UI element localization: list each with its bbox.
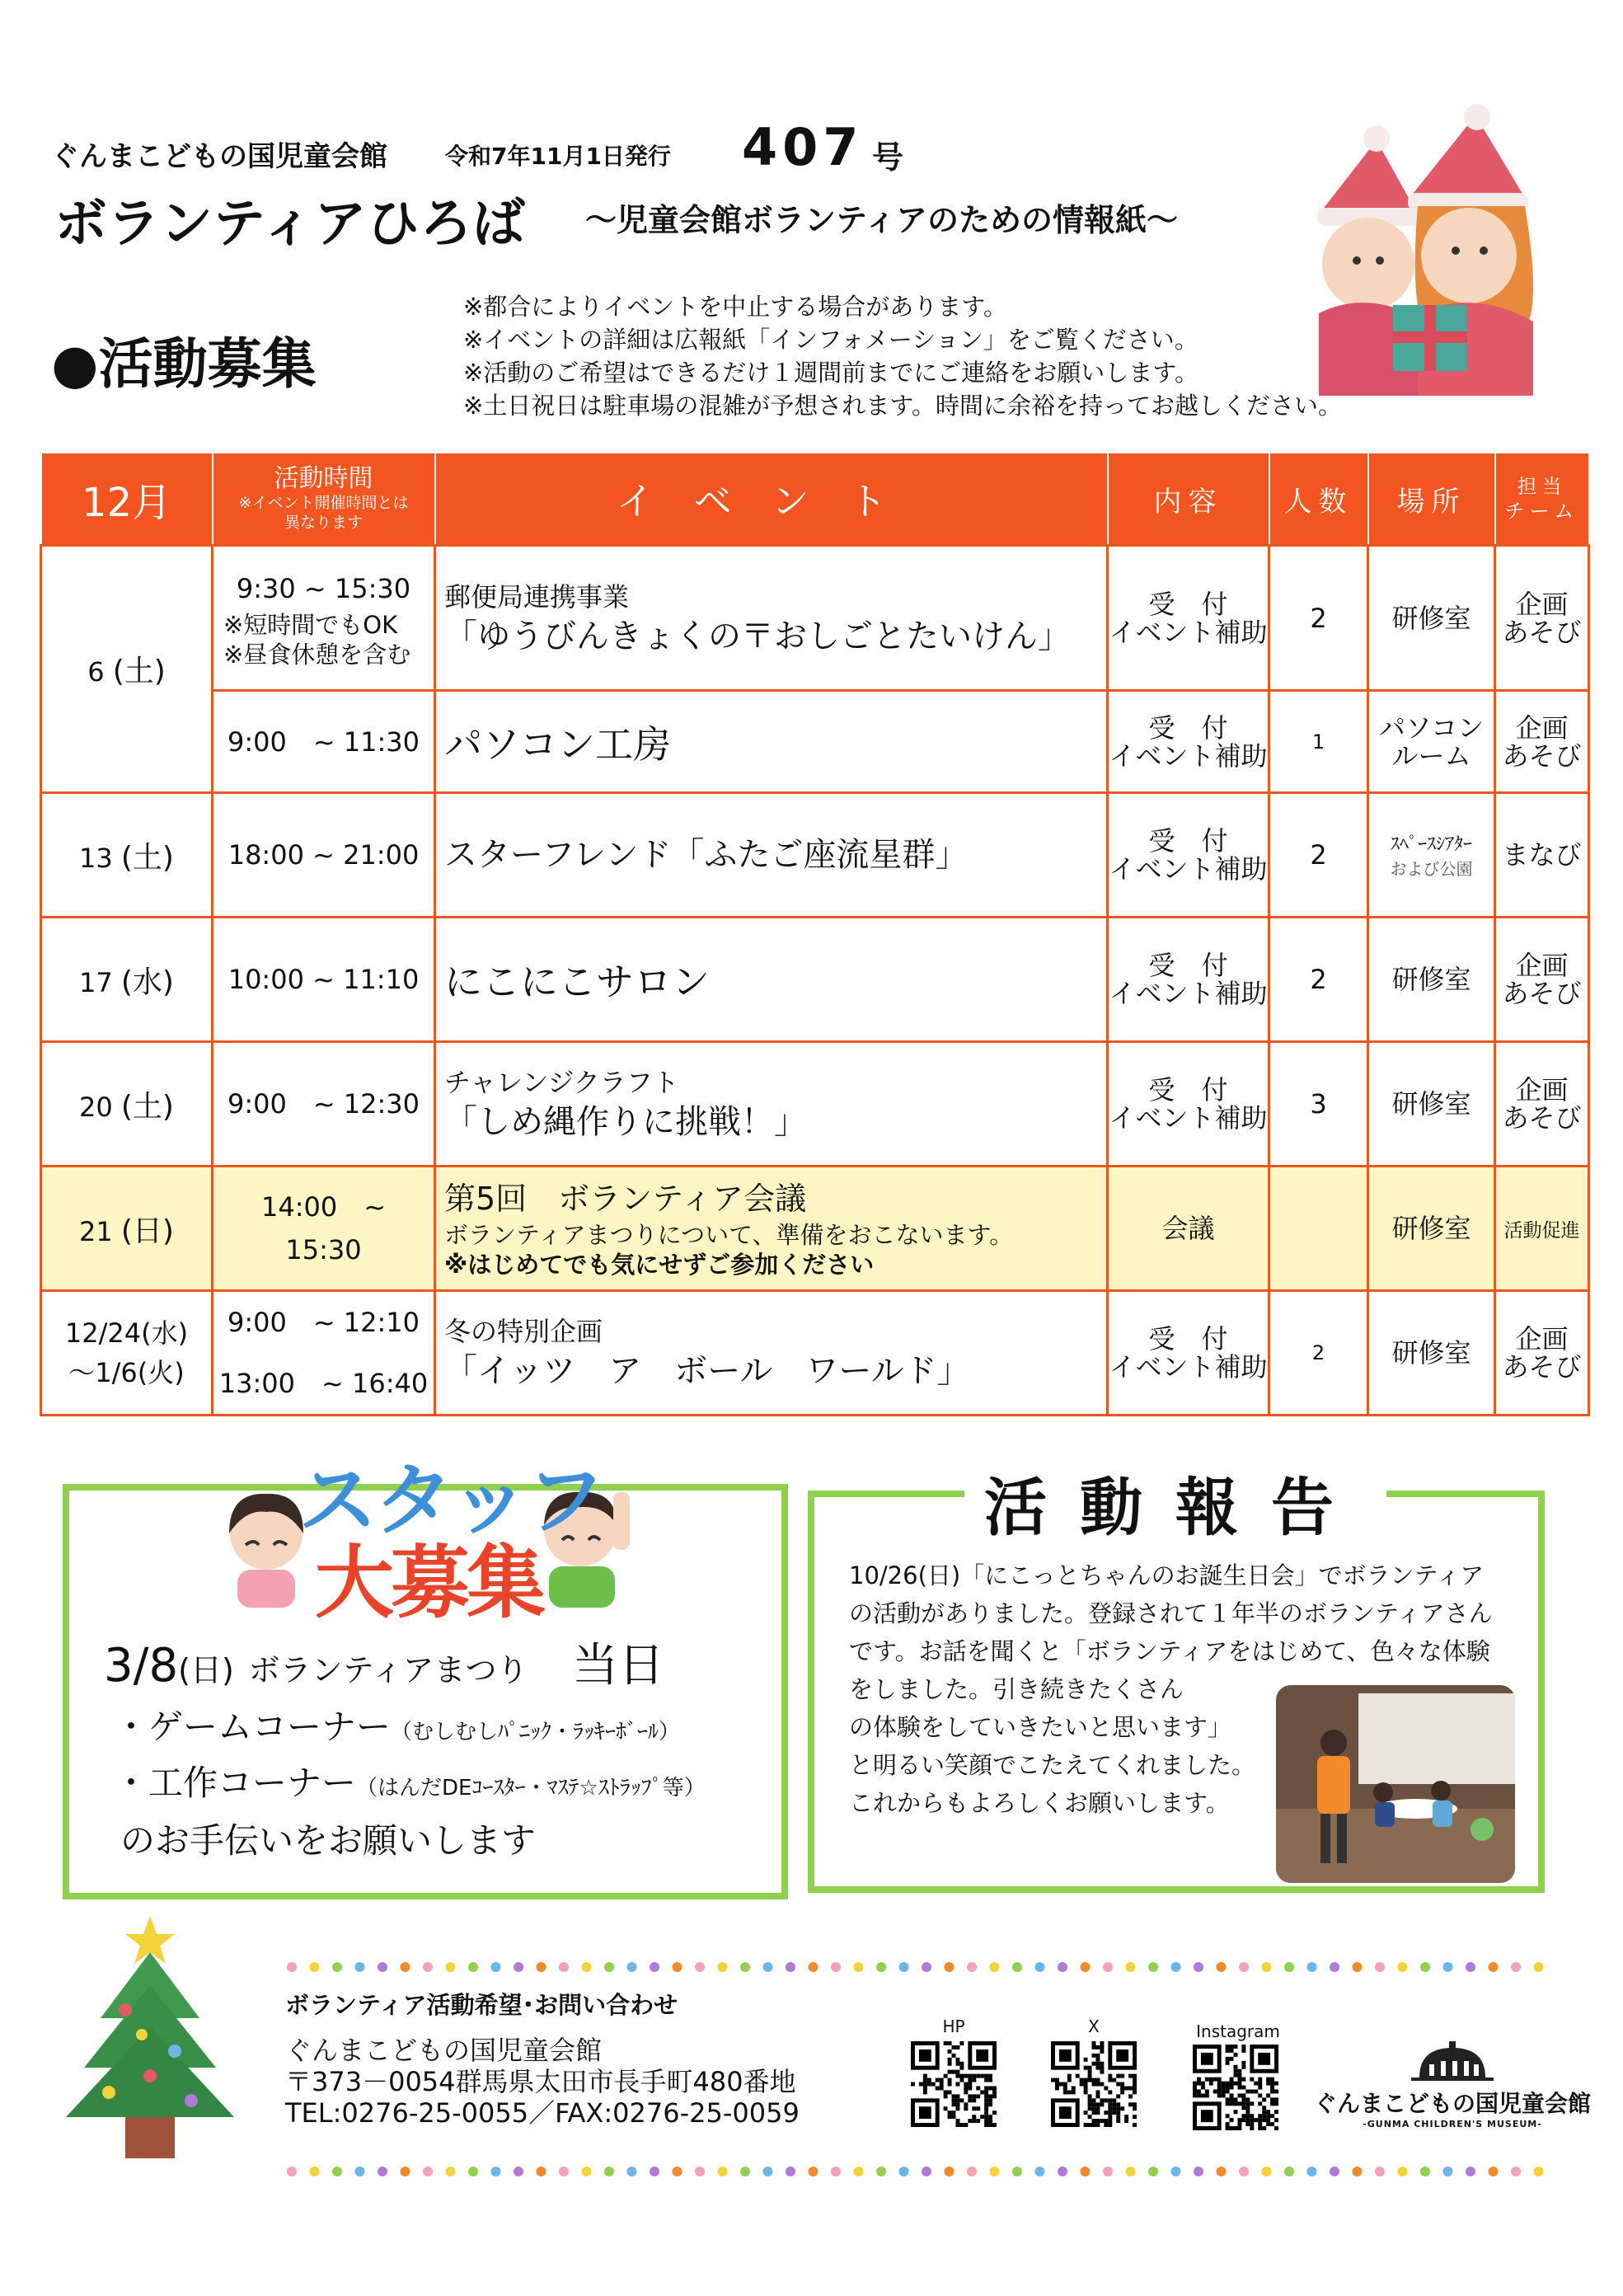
section-title: ●活動募集	[51, 332, 317, 396]
staff-closing: のお手伝いをお願いします	[120, 1820, 537, 1861]
count-cell: 2	[1269, 546, 1368, 691]
decorative-dot	[446, 1962, 456, 1972]
report-line: です。お話を聞くと「ボランティアをはじめて、色々な体験	[849, 1637, 1490, 1665]
time-cell: 10:00 ~ 11:10	[213, 918, 435, 1042]
report-line: これからもよろしくお願いします。	[849, 1789, 1230, 1817]
decorative-dot	[1307, 2167, 1317, 2176]
decorative-dot	[378, 1962, 387, 1972]
decorative-dot	[967, 2167, 977, 2176]
decorative-dot	[559, 2167, 569, 2176]
decorative-dot	[1284, 1962, 1294, 1972]
decorative-dot	[1148, 1962, 1158, 1972]
table-row	[41, 793, 1589, 918]
place-cell: 研修室	[1368, 918, 1495, 1042]
decorative-dot	[718, 2167, 728, 2176]
decorative-dot	[1489, 2167, 1499, 2176]
date-cell: 17 (水)	[41, 918, 213, 1042]
decorative-dot	[446, 2167, 456, 2176]
decorative-dot	[809, 2167, 819, 2176]
decorative-dot	[1081, 1962, 1091, 1972]
notice-item: ※イベントの詳細は広報紙「インフォメーション」をご覧ください。	[463, 326, 1198, 354]
decorative-dot	[514, 1962, 523, 1972]
decorative-dot	[1466, 1962, 1475, 1972]
place-cell: パソコン ルーム	[1368, 691, 1495, 793]
count-cell: 3	[1269, 1042, 1368, 1167]
qr-label-instagram: Instagram	[1196, 2021, 1280, 2041]
decorative-dot	[423, 2167, 433, 2176]
table-row	[41, 546, 1589, 691]
date-cell: 13 (土)	[41, 793, 213, 918]
decorative-dot	[831, 2167, 841, 2176]
header-event: イベント	[435, 453, 1108, 546]
date-cell: 12/24(水) ～1/6(火)	[41, 1291, 213, 1416]
decorative-dot	[423, 1962, 433, 1972]
decorative-dot	[650, 2167, 659, 2176]
decorative-dot	[582, 2167, 592, 2176]
decorative-dot	[604, 1962, 614, 1972]
decorative-dot	[1307, 1962, 1317, 1972]
decorative-dot	[401, 2167, 410, 2176]
notice-item: ※活動のご希望はできるだけ１週間前までにご連絡をお願いします。	[463, 359, 1198, 387]
decorative-dot	[990, 2167, 1000, 2176]
time-cell: 9:00 ~ 12:30	[213, 1042, 435, 1167]
count-cell: 2	[1269, 918, 1368, 1042]
decorative-dot	[1035, 1962, 1045, 1972]
organization-name: ぐんまこどもの国児童会館	[51, 140, 387, 173]
report-line: 10/26(日)「にこっとちゃんのお誕生日会」でボランティア	[849, 1561, 1485, 1589]
decorative-dot	[559, 1962, 569, 1972]
decorative-dot	[491, 1962, 501, 1972]
table-row-highlight	[41, 1167, 1589, 1291]
header-team: 担当 チーム	[1495, 453, 1589, 546]
decorative-dot	[1443, 1962, 1453, 1972]
date-cell: 21 (日)	[41, 1167, 213, 1291]
decorative-dot	[468, 1962, 478, 1972]
decorative-dot	[740, 2167, 750, 2176]
decorative-dot	[1103, 1962, 1113, 1972]
dotted-divider-bottom	[285, 2165, 1555, 2178]
decorative-dot	[1194, 1962, 1203, 1972]
content-cell: 受 付 イベント補助	[1108, 546, 1269, 691]
report-title: 活動報告	[964, 1458, 1386, 1547]
decorative-dot	[876, 1962, 886, 1972]
contact-org: ぐんまこどもの国児童会館	[285, 2035, 603, 2066]
count-cell: 2	[1269, 793, 1368, 918]
event-cell: スターフレンド「ふたご座流星群」	[435, 793, 1108, 918]
decorative-dot	[922, 2167, 931, 2176]
header-time: 活動時間 ※イベント開催時間とは 異なります	[213, 453, 435, 546]
issue-number: 407	[742, 117, 864, 177]
decorative-dot	[1398, 2167, 1408, 2176]
time-cell: 18:00 ~ 21:00	[213, 793, 435, 918]
team-cell: 企画 あそび	[1495, 918, 1589, 1042]
content-cell: 受 付 イベント補助	[1108, 1291, 1269, 1416]
notice-item: ※都合によりイベントを中止する場合があります。	[463, 293, 1007, 321]
contact-phone: TEL:0276-25-0055／FAX:0276-25-0059	[285, 2097, 800, 2129]
team-cell: 企画 あそび	[1495, 1291, 1589, 1416]
staff-date-line: 3/8(日) ボランティアまつり 当日	[104, 1639, 664, 1693]
team-cell: 企画 あそび	[1495, 546, 1589, 691]
decorative-dot	[673, 1962, 683, 1972]
decorative-dot	[1103, 2167, 1113, 2176]
date-cell: 20 (土)	[41, 1042, 213, 1167]
decorative-dot	[1058, 2167, 1067, 2176]
header-place: 場所	[1368, 453, 1495, 546]
decorative-dot	[899, 2167, 909, 2176]
content-cell: 受 付 イベント補助	[1108, 918, 1269, 1042]
decorative-dot	[1420, 1962, 1430, 1972]
count-cell: 2	[1269, 1291, 1368, 1416]
decorative-dot	[1126, 1962, 1136, 1972]
decorative-dot	[718, 1962, 728, 1972]
decorative-dot	[1375, 2167, 1385, 2176]
newsletter-title: ボランティアひろば	[54, 194, 525, 255]
decorative-dot	[1012, 2167, 1022, 2176]
decorative-dot	[627, 2167, 637, 2176]
decorative-dot	[967, 1962, 977, 1972]
contact-heading: ボランティア活動希望･お問い合わせ	[285, 1991, 678, 2019]
decorative-dot	[1262, 2167, 1272, 2176]
decorative-dot	[786, 2167, 795, 2176]
decorative-dot	[514, 2167, 523, 2176]
qr-label-x: X	[1088, 2017, 1100, 2036]
decorative-dot	[1330, 1962, 1339, 1972]
decorative-dot	[990, 1962, 1000, 1972]
christmas-tree-illustration	[51, 1911, 249, 2167]
event-cell: 冬の特別企画 「イッツ ア ボール ワールド」	[435, 1291, 1108, 1416]
contact-address: 〒373－0054群馬県太田市長手町480番地	[285, 2066, 796, 2097]
decorative-dot	[1534, 1962, 1544, 1972]
decorative-dot	[1217, 2167, 1227, 2176]
decorative-dot	[1511, 1962, 1521, 1972]
event-cell: パソコン工房	[435, 691, 1108, 793]
table-row	[41, 1042, 1589, 1167]
decorative-dot	[740, 1962, 750, 1972]
decorative-dot	[537, 1962, 546, 1972]
dotted-divider-top	[285, 1960, 1555, 1974]
decorative-dot	[763, 2167, 773, 2176]
header-month: 12月	[41, 453, 213, 546]
table-header-row	[41, 453, 1589, 546]
decorative-dot	[1148, 2167, 1158, 2176]
decorative-dot	[1330, 2167, 1339, 2176]
museum-dome-icon	[1403, 2041, 1502, 2082]
decorative-dot	[1262, 1962, 1272, 1972]
decorative-dot	[1398, 1962, 1408, 1972]
decorative-dot	[809, 1962, 819, 1972]
decorative-dot	[1511, 2167, 1521, 2176]
decorative-dot	[1239, 1962, 1249, 1972]
team-cell: 活動促進	[1495, 1167, 1589, 1291]
decorative-dot	[401, 1962, 410, 1972]
date-cell: 6 (土)	[41, 546, 213, 793]
decorative-dot	[1353, 2167, 1363, 2176]
report-line: の体験をしていきたいと思います」	[849, 1713, 1232, 1741]
decorative-dot	[650, 1962, 659, 1972]
decorative-dot	[1194, 2167, 1203, 2176]
place-cell: ｽﾍﾟｰｽｼｱﾀｰ および公園	[1368, 793, 1495, 918]
report-line: をしました。引き続きたくさん	[849, 1675, 1184, 1703]
decorative-dot	[695, 2167, 705, 2176]
content-cell: 会議	[1108, 1167, 1269, 1291]
decorative-dot	[673, 2167, 683, 2176]
header-content: 内容	[1108, 453, 1269, 546]
schedule-table	[40, 452, 1590, 1416]
event-cell: チャレンジクラフト 「しめ縄作りに挑戦！」	[435, 1042, 1108, 1167]
museum-logo	[1314, 2041, 1591, 2129]
decorative-dot	[763, 1962, 773, 1972]
qr-code-instagram[interactable]	[1193, 2045, 1278, 2130]
staff-item-game: ・ゲームコーナー（むしむしﾊﾟﾆｯｸ・ﾗｯｷｰﾎﾞｰﾙ）	[114, 1707, 681, 1747]
museum-name: ぐんまこどもの国児童会館	[1314, 2090, 1592, 2117]
place-cell: 研修室	[1368, 1042, 1495, 1167]
activity-photo	[1276, 1685, 1515, 1883]
decorative-dot	[582, 1962, 592, 1972]
decorative-dot	[899, 1962, 909, 1972]
decorative-dot	[604, 2167, 614, 2176]
decorative-dot	[1353, 1962, 1363, 1972]
place-cell: 研修室	[1368, 546, 1495, 691]
decorative-dot	[1035, 2167, 1045, 2176]
decorative-dot	[537, 2167, 546, 2176]
decorative-dot	[1443, 2167, 1453, 2176]
report-line: の活動がありました。登録されて１年半のボランティアさん	[849, 1599, 1493, 1627]
decorative-dot	[695, 1962, 705, 1972]
notice-list	[463, 290, 1342, 422]
decorative-dot	[310, 1962, 320, 1972]
decorative-dot	[1217, 1962, 1227, 1972]
header-count: 人数	[1269, 453, 1368, 546]
decorative-dot	[310, 2167, 320, 2176]
decorative-dot	[1466, 2167, 1475, 2176]
issue-suffix: 号	[872, 139, 904, 176]
table-row	[41, 691, 1589, 793]
decorative-dot	[332, 1962, 342, 1972]
decorative-dot	[1239, 2167, 1249, 2176]
decorative-dot	[627, 1962, 637, 1972]
place-cell: 研修室	[1368, 1167, 1495, 1291]
decorative-dot	[1126, 2167, 1136, 2176]
decorative-dot	[922, 1962, 931, 1972]
decorative-dot	[355, 1962, 365, 1972]
team-cell: 企画 あそび	[1495, 1042, 1589, 1167]
qr-code-x[interactable]	[1051, 2041, 1137, 2127]
staff-recruit-title: スタッフ 大募集	[298, 1454, 602, 1629]
decorative-dot	[1375, 1962, 1385, 1972]
place-cell: 研修室	[1368, 1291, 1495, 1416]
decorative-dot	[854, 1962, 864, 1972]
staff-item-craft: ・工作コーナー（はんだDEｺｰｽﾀｰ・ﾏｽﾃ☆ｽﾄﾗｯﾌﾟ等）	[114, 1763, 706, 1803]
decorative-dot	[854, 2167, 864, 2176]
decorative-dot	[831, 1962, 841, 1972]
decorative-dot	[1058, 1962, 1067, 1972]
decorative-dot	[1081, 2167, 1091, 2176]
time-cell: 9:30 ~ 15:30 ※短時間でもOK ※昼食休憩を含む	[213, 546, 435, 691]
museum-subtitle: -GUNMA CHILDREN'S MUSEUM-	[1363, 2119, 1542, 2129]
decorative-dot	[491, 2167, 501, 2176]
decorative-dot	[1171, 2167, 1181, 2176]
decorative-dot	[355, 2167, 365, 2176]
content-cell: 受 付 イベント補助	[1108, 691, 1269, 793]
event-cell: 郵便局連携事業 「ゆうびんきょくの〒おしごとたいけん」	[435, 546, 1108, 691]
decorative-dot	[945, 2167, 955, 2176]
qr-label-hp: HP	[942, 2017, 965, 2036]
report-line: と明るい笑顔でこたえてくれました。	[849, 1751, 1256, 1779]
decorative-dot	[287, 1962, 297, 1972]
decorative-dot	[468, 2167, 478, 2176]
content-cell: 受 付 イベント補助	[1108, 793, 1269, 918]
decorative-dot	[1171, 1962, 1181, 1972]
time-cell: 9:00 ~ 11:30	[213, 691, 435, 793]
decorative-dot	[1534, 2167, 1544, 2176]
content-cell: 受 付 イベント補助	[1108, 1042, 1269, 1167]
decorative-dot	[876, 2167, 886, 2176]
decorative-dot	[378, 2167, 387, 2176]
decorative-dot	[1284, 2167, 1294, 2176]
decorative-dot	[1012, 1962, 1022, 1972]
decorative-dot	[287, 2167, 297, 2176]
decorative-dot	[332, 2167, 342, 2176]
count-cell: 1	[1269, 691, 1368, 793]
decorative-dot	[945, 1962, 955, 1972]
issue-date: 令和7年11月1日発行	[445, 143, 671, 170]
decorative-dot	[1489, 1962, 1499, 1972]
notice-item: ※土日祝日は駐車場の混雑が予想されます。時間に余裕を持ってお越しください。	[463, 392, 1342, 420]
team-cell: 企画 あそび	[1495, 691, 1589, 793]
decorative-dot	[786, 1962, 795, 1972]
count-cell	[1269, 1167, 1368, 1291]
decorative-dot	[1420, 2167, 1430, 2176]
newsletter-subtitle: ～児童会館ボランティアのための情報紙～	[585, 202, 1178, 238]
time-cell: 14:00 ~ 15:30	[213, 1167, 435, 1291]
time-cell: 9:00 ~ 12:10 13:00 ~ 16:40	[213, 1291, 435, 1416]
table-row	[41, 918, 1589, 1042]
qr-code-hp[interactable]	[911, 2041, 997, 2127]
table-row	[41, 1291, 1589, 1416]
event-cell: 第5回 ボランティア会議 ボランティアまつりについて、準備をおこないます。 ※はじめてでも気にせずご参加ください	[435, 1167, 1108, 1291]
team-cell: まなび	[1495, 793, 1589, 918]
event-cell: にこにこサロン	[435, 918, 1108, 1042]
